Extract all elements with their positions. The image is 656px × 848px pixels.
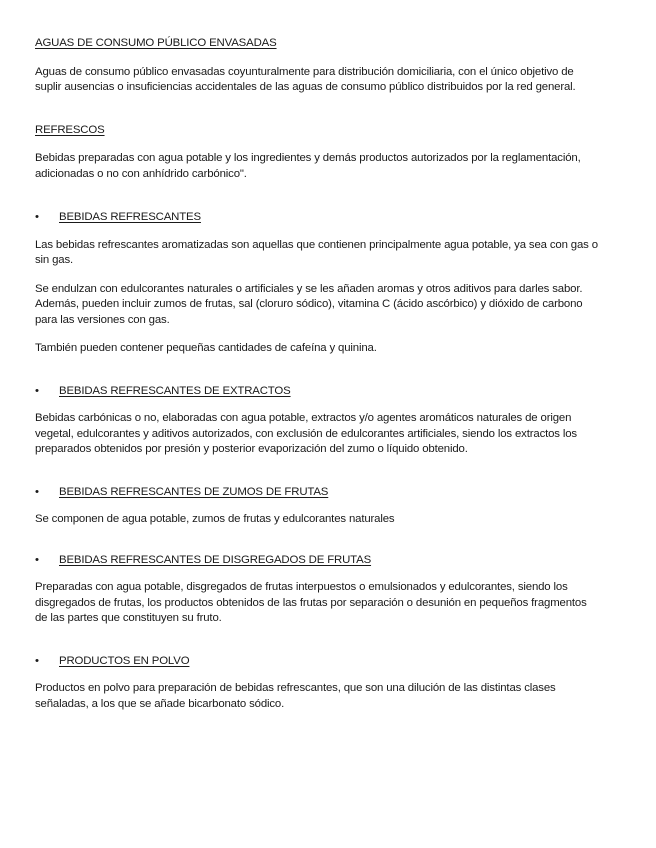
bullet-icon: • (35, 211, 39, 223)
bullet-heading-bebidas-refrescantes (35, 210, 600, 226)
bullet-icon: • (35, 654, 39, 667)
bullet-icon: • (35, 553, 39, 566)
section-paragraph: Bebidas preparadas con agua potable y los ingredientes y demás productos autorizados por la reglamentación, adicionadas o no con anhídrido carbónico". (35, 152, 581, 180)
section-paragraph: También pueden contener pequeñas cantidades de cafeína y quinina. (35, 342, 377, 354)
bullet-icon: • (35, 384, 39, 397)
section-paragraph: Productos en polvo para preparación de bebidas refrescantes, que son una dilución de las distintas clases señaladas, a los que se añade bicarbonato sódico. (35, 682, 556, 710)
section-heading: BEBIDAS REFRESCANTES DE ZUMOS DE FRUTAS (59, 485, 329, 498)
section-heading-aguas: AGUAS DE CONSUMO PÚBLICO ENVASADAS (35, 37, 277, 49)
section-heading-refrescos: REFRESCOS (35, 123, 105, 136)
section-heading: BEBIDAS REFRESCANTES (59, 211, 201, 223)
bullet-icon: • (35, 485, 39, 498)
section-heading: PRODUCTOS EN POLVO (59, 654, 190, 667)
section-paragraph: Las bebidas refrescantes aromatizadas son aquellas que contienen principalmente agua potable, ya sea con gas o sin gas. (35, 238, 598, 266)
section-paragraph: Se endulzan con edulcorantes naturales o artificiales y se les añaden aromas y otros aditivos para darles sabor. Además, pueden incluir zumos de frutas, sal (cloruro sódico), vitamina C (ácido ascórbico) y dióxido de carbono para las versiones con gas. (35, 282, 583, 326)
document-page (35, 36, 600, 712)
section-paragraph: Bebidas carbónicas o no, elaboradas con agua potable, extractos y/o agentes aromáticos naturales de origen vegetal, edulcorantes y aditivos autorizados, con exclusión de edulcorantes artificiales, siendo los extractos los preparados obtenidos por presión y posterior evaporización del zumo o líquido obtenido. (35, 412, 577, 455)
section-paragraph: Aguas de consumo público envasadas coyunturalmente para distribución domiciliaria, con el único objetivo de suplir ausencias o insuficiencias accidentales de las aguas de consumo público distribuidos por la red general. (35, 65, 576, 93)
section-heading: BEBIDAS REFRESCANTES DE EXTRACTOS (59, 384, 291, 397)
section-paragraph: Preparadas con agua potable, disgregados de frutas interpuestos o emulsionados y edulcorantes, siendo los disgregados de frutas, los productos obtenidos de las frutas por separación o desunión en pequeños fragmentos de las partes que constituyen su fruto. (35, 581, 587, 624)
bullet-heading-disgregados (35, 553, 600, 569)
section-heading: BEBIDAS REFRESCANTES DE DISGREGADOS DE FRUTAS (59, 553, 372, 566)
bullet-heading-extractos (35, 384, 600, 400)
bullet-heading-productos-polvo (35, 654, 600, 670)
section-paragraph: Se componen de agua potable, zumos de frutas y edulcorantes naturales (35, 513, 395, 525)
bullet-heading-zumos (35, 485, 600, 501)
